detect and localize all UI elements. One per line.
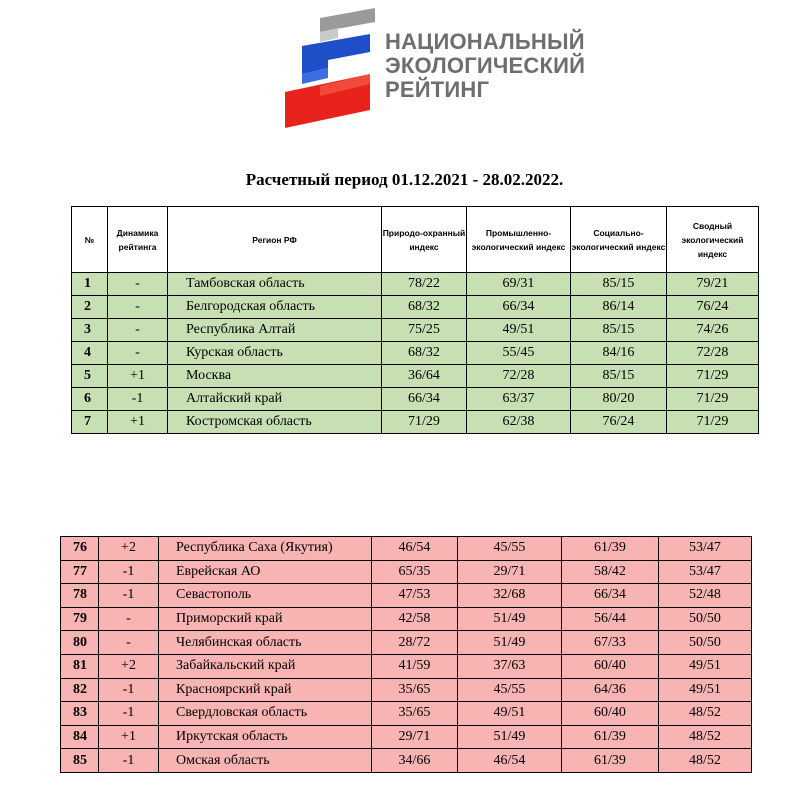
nature-index-cell: 68/32 <box>382 296 467 319</box>
industrial-index-cell: 66/34 <box>467 296 571 319</box>
logo-text <box>385 30 585 102</box>
nature-index-cell: 47/53 <box>372 584 458 608</box>
summary-index-cell: 49/51 <box>659 654 752 678</box>
social-index-cell: 66/34 <box>562 584 659 608</box>
dynamics-cell: -1 <box>108 388 168 411</box>
industrial-index-cell: 46/54 <box>458 749 562 773</box>
dynamics-cell: - <box>108 296 168 319</box>
summary-index-cell: 53/47 <box>659 537 752 561</box>
summary-index-cell: 71/29 <box>667 365 759 388</box>
table-row <box>61 560 752 584</box>
social-index-cell: 60/40 <box>562 702 659 726</box>
nature-index-cell: 71/29 <box>382 411 467 434</box>
summary-index-cell: 52/48 <box>659 584 752 608</box>
dynamics-cell: +1 <box>99 725 159 749</box>
rank-cell: 85 <box>61 749 99 773</box>
industrial-index-cell: 49/51 <box>458 702 562 726</box>
nature-index-cell: 36/64 <box>382 365 467 388</box>
nature-index-cell: 78/22 <box>382 273 467 296</box>
table-row <box>61 607 752 631</box>
industrial-index-cell: 62/38 <box>467 411 571 434</box>
dynamics-cell: - <box>108 342 168 365</box>
dynamics-cell: -1 <box>99 584 159 608</box>
rank-cell: 79 <box>61 607 99 631</box>
industrial-index-cell: 63/37 <box>467 388 571 411</box>
summary-index-cell: 71/29 <box>667 411 759 434</box>
summary-index-cell: 53/47 <box>659 560 752 584</box>
table-row <box>61 749 752 773</box>
nature-index-cell: 65/35 <box>372 560 458 584</box>
region-cell: Белгородская область <box>168 296 382 319</box>
rank-cell: 77 <box>61 560 99 584</box>
rank-cell: 4 <box>72 342 108 365</box>
summary-index-cell: 48/52 <box>659 725 752 749</box>
region-cell: Курская область <box>168 342 382 365</box>
table-row <box>72 296 759 319</box>
summary-index-cell: 79/21 <box>667 273 759 296</box>
social-index-cell: 58/42 <box>562 560 659 584</box>
region-cell: Челябинская область <box>159 631 372 655</box>
header-industrial-index: Промышленно-экологический индекс <box>467 207 571 273</box>
industrial-index-cell: 29/71 <box>458 560 562 584</box>
summary-index-cell: 76/24 <box>667 296 759 319</box>
table-row <box>61 631 752 655</box>
nature-index-cell: 35/65 <box>372 702 458 726</box>
social-index-cell: 80/20 <box>571 388 667 411</box>
dynamics-cell: -1 <box>99 749 159 773</box>
summary-index-cell: 74/26 <box>667 319 759 342</box>
nature-index-cell: 35/65 <box>372 678 458 702</box>
nature-index-cell: 29/71 <box>372 725 458 749</box>
social-index-cell: 61/39 <box>562 749 659 773</box>
top-rating-table <box>71 206 759 434</box>
header-nature-index: Природо-охранный индекс <box>382 207 467 273</box>
region-cell: Красноярский край <box>159 678 372 702</box>
dynamics-cell: +1 <box>108 411 168 434</box>
region-cell: Забайкальский край <box>159 654 372 678</box>
social-index-cell: 60/40 <box>562 654 659 678</box>
rank-cell: 2 <box>72 296 108 319</box>
nature-index-cell: 28/72 <box>372 631 458 655</box>
nature-index-cell: 41/59 <box>372 654 458 678</box>
region-cell: Тамбовская область <box>168 273 382 296</box>
table-header-row <box>72 207 759 273</box>
table-row <box>61 537 752 561</box>
industrial-index-cell: 49/51 <box>467 319 571 342</box>
page-gap <box>60 454 760 534</box>
social-index-cell: 61/39 <box>562 537 659 561</box>
industrial-index-cell: 51/49 <box>458 725 562 749</box>
header-region: Регион РФ <box>168 207 382 273</box>
period-title: Расчетный период 01.12.2021 - 28.02.2022. <box>245 170 564 189</box>
rank-cell: 83 <box>61 702 99 726</box>
nature-index-cell: 75/25 <box>382 319 467 342</box>
logo-ribbon-icon <box>280 8 380 133</box>
social-index-cell: 86/14 <box>571 296 667 319</box>
header-social-index: Социально-экологический индекс <box>571 207 667 273</box>
rank-cell: 6 <box>72 388 108 411</box>
dynamics-cell: - <box>108 319 168 342</box>
rank-cell: 84 <box>61 725 99 749</box>
social-index-cell: 61/39 <box>562 725 659 749</box>
summary-index-cell: 50/50 <box>659 631 752 655</box>
table-row <box>72 342 759 365</box>
region-cell: Костромская область <box>168 411 382 434</box>
summary-index-cell: 48/52 <box>659 702 752 726</box>
dynamics-cell: - <box>99 607 159 631</box>
summary-index-cell: 71/29 <box>667 388 759 411</box>
header-dynamics: Динамика рейтинга <box>108 207 168 273</box>
header-no: № <box>72 207 108 273</box>
rank-cell: 80 <box>61 631 99 655</box>
dynamics-cell: -1 <box>99 560 159 584</box>
dynamics-cell: -1 <box>99 678 159 702</box>
summary-index-cell: 48/52 <box>659 749 752 773</box>
nature-index-cell: 46/54 <box>372 537 458 561</box>
table-row <box>61 678 752 702</box>
table-row <box>61 702 752 726</box>
summary-index-cell: 72/28 <box>667 342 759 365</box>
logo-line-1: НАЦИОНАЛЬНЫЙ <box>385 29 585 54</box>
industrial-index-cell: 72/28 <box>467 365 571 388</box>
region-cell: Свердловская область <box>159 702 372 726</box>
table-row <box>61 654 752 678</box>
dynamics-cell: -1 <box>99 702 159 726</box>
industrial-index-cell: 69/31 <box>467 273 571 296</box>
social-index-cell: 85/15 <box>571 273 667 296</box>
logo <box>280 8 586 133</box>
dynamics-cell: +2 <box>99 654 159 678</box>
nature-index-cell: 42/58 <box>372 607 458 631</box>
social-index-cell: 64/36 <box>562 678 659 702</box>
dynamics-cell: - <box>108 273 168 296</box>
region-cell: Республика Алтай <box>168 319 382 342</box>
industrial-index-cell: 37/63 <box>458 654 562 678</box>
social-index-cell: 67/33 <box>562 631 659 655</box>
industrial-index-cell: 51/49 <box>458 607 562 631</box>
dynamics-cell: - <box>99 631 159 655</box>
industrial-index-cell: 45/55 <box>458 678 562 702</box>
bottom-rating-table <box>60 536 752 773</box>
region-cell: Республика Саха (Якутия) <box>159 537 372 561</box>
logo-line-3: РЕЙТИНГ <box>385 77 490 102</box>
region-cell: Иркутская область <box>159 725 372 749</box>
rank-cell: 1 <box>72 273 108 296</box>
region-cell: Омская область <box>159 749 372 773</box>
industrial-index-cell: 45/55 <box>458 537 562 561</box>
table-row <box>72 319 759 342</box>
dynamics-cell: +1 <box>108 365 168 388</box>
table-row <box>72 411 759 434</box>
table-row <box>72 273 759 296</box>
social-index-cell: 56/44 <box>562 607 659 631</box>
summary-index-cell: 50/50 <box>659 607 752 631</box>
rank-cell: 7 <box>72 411 108 434</box>
region-cell: Севастополь <box>159 584 372 608</box>
nature-index-cell: 34/66 <box>372 749 458 773</box>
rank-cell: 76 <box>61 537 99 561</box>
header-summary-index: Сводный экологический индекс <box>667 207 759 273</box>
nature-index-cell: 66/34 <box>382 388 467 411</box>
rank-cell: 78 <box>61 584 99 608</box>
table-row <box>72 388 759 411</box>
social-index-cell: 85/15 <box>571 319 667 342</box>
rank-cell: 5 <box>72 365 108 388</box>
rank-cell: 3 <box>72 319 108 342</box>
dynamics-cell: +2 <box>99 537 159 561</box>
industrial-index-cell: 51/49 <box>458 631 562 655</box>
social-index-cell: 84/16 <box>571 342 667 365</box>
table-row <box>61 584 752 608</box>
region-cell: Еврейская АО <box>159 560 372 584</box>
logo-line-2: ЭКОЛОГИЧЕСКИЙ <box>385 53 586 78</box>
social-index-cell: 76/24 <box>571 411 667 434</box>
rank-cell: 81 <box>61 654 99 678</box>
social-index-cell: 85/15 <box>571 365 667 388</box>
rank-cell: 82 <box>61 678 99 702</box>
table-row <box>61 725 752 749</box>
region-cell: Приморский край <box>159 607 372 631</box>
industrial-index-cell: 32/68 <box>458 584 562 608</box>
region-cell: Москва <box>168 365 382 388</box>
nature-index-cell: 68/32 <box>382 342 467 365</box>
summary-index-cell: 49/51 <box>659 678 752 702</box>
industrial-index-cell: 55/45 <box>467 342 571 365</box>
table-row <box>72 365 759 388</box>
region-cell: Алтайский край <box>168 388 382 411</box>
